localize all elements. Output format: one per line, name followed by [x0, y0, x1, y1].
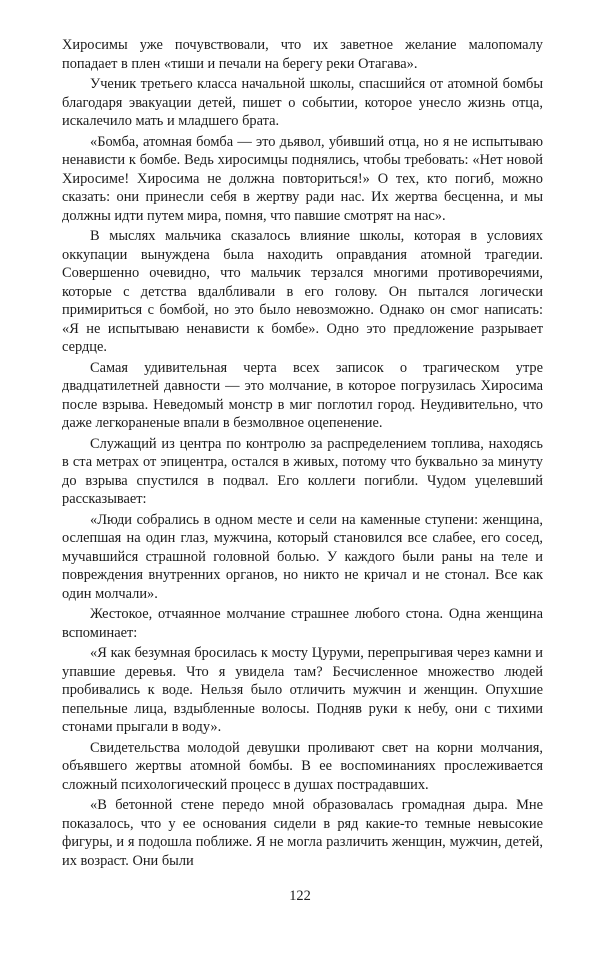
paragraph-4: В мыслях мальчика сказалось влияние школы, которая в условиях оккупации вынуждена была находить оправдания атомной трагедии. Совершенно очевидно, что мальчик терзался многими противоречиями, которые с детства вдалбливали в его голову. Он пытался логически примириться с бомбой, но это было невозможно. Однако он смог написать: «Я не испытываю ненависти к бомбе». Одно это предложение разрывает сердце. [62, 228, 543, 355]
paragraph-9: «Я как безумная бросилась к мосту Цуруми, перепрыгивая через камни и упавшие деревья. Что я увидела там? Бесчисленное множество людей пробивались к воде. Нельзя было отличить мужчин и женщин. Опухшие пепельные лица, вздыбленные волосы. Подняв руки к небу, они с тихими стонами прыгали в воду». [62, 645, 543, 735]
paragraph-8: Жестокое, отчаянное молчание страшнее любого стона. Одна женщина вспоминает: [62, 606, 543, 641]
paragraph-6: Служащий из центра по контролю за распределением топлива, находясь в ста метрах от эпицентра, остался в живых, потому что буквально за минуту до взрыва спустился в подвал. Его коллеги погибли. Чудом уцелевший рассказывает: [62, 435, 543, 507]
paragraph-2: Ученик третьего класса начальной школы, спасшийся от атомной бомбы благодаря эвакуации детей, пишет о событии, которое унесло жизнь отца, искалечило мать и младшего брата. [62, 76, 543, 129]
paragraph-3: «Бомба, атомная бомба — это дьявол, убивший отца, но я не испытываю ненависти к бомбе. Ведь хиросимцы поднялись, чтобы требовать: «Нет новой Хиросиме! Хиросима не должна повториться!» О тех, кто погиб, можно сказать: они принесли себя в жертву ради нас. Их жертва бесценна, и мы должны идти путем мира, помня, что павшие смотрят на нас». [62, 133, 543, 224]
paragraph-7: «Люди собрались в одном месте и сели на каменные ступени: женщина, ослепшая на один глаз, мужчина, который становился все слабее, его сосед, мучавшийся страшной головной болью. У каждого были раны на теле и повреждения внутренних органов, но никто не кричал и не стонал. Все как один молчали». [62, 511, 543, 602]
paragraph-1: Хиросимы уже почувствовали, что их заветное желание малопомалу попадает в плен «тиши и печали на берегу реки Отагава». [62, 37, 543, 72]
paragraph-11: «В бетонной стене передо мной образовалась громадная дыра. Мне показалось, что у ее основания сидели в ряд какие-то темные невысокие фигуры, и я подошла поближе. Я не могла различить женщин, мужчин, детей, их возраст. Они были [62, 797, 543, 869]
page-number: 122 [289, 888, 311, 904]
paragraph-10: Свидетельства молодой девушки проливают свет на корни молчания, объявшего жертвы атомной бомбы. В ее воспоминаниях прослеживается сложный психологический процесс в душах пострадавших. [62, 739, 543, 793]
page-body [62, 36, 543, 916]
paragraph-5: Самая удивительная черта всех записок о трагическом утре двадцатилетней давности — это молчание, в которое погрузилась Хиросима после взрыва. Неведомый монстр в миг поглотил город. Неудивительно, что даже легкораненые впали в безмолвное оцепенение. [62, 359, 543, 431]
